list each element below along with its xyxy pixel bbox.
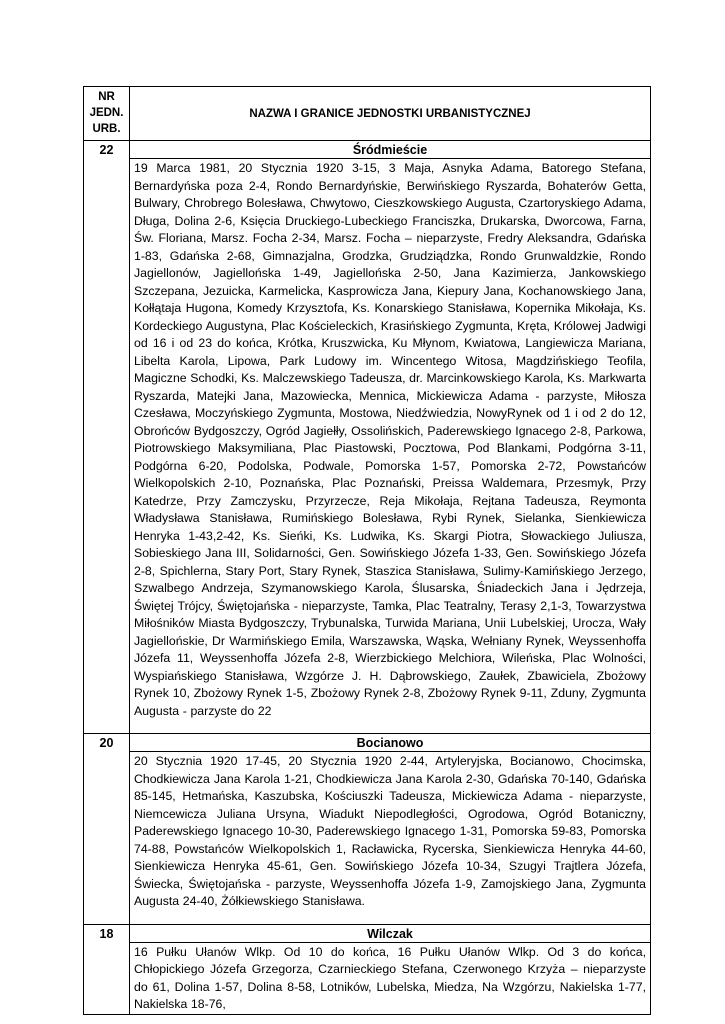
unit-number: 22 <box>84 141 130 734</box>
document-page <box>83 86 650 1011</box>
unit-bounds-row <box>84 159 651 734</box>
urban-units-table <box>83 86 651 1015</box>
table-header-row <box>84 87 651 141</box>
unit-boundaries: 20 Stycznia 1920 17-45, 20 Stycznia 1920 2-44, Artyleryjska, Bocianowo, Chocimska, Chodkiewicza Jana Karola 1-21, Chodkiewicza Jana Karola 2-30, Gdańska 70-140, Gdańska 85-145, Hetmańska, Kaszubska, Kościuszki Tadeusza, Mickiewicza Adama - nieparzyste, Niemcewicza Juliana Ursyna, Wiadukt Niepodległości, Ogrodowa, Ogród Botaniczny, Paderewskiego Ignacego 10-30, Paderewskiego Ignacego 1-31, Pomorska 59-83, Pomorska 74-88, Powstańców Wielkopolskich 1, Racławicka, Rycerska, Sienkiewicza Henryka 44-60, Sienkiewicza Henryka 45-61, Gen. Sowińskiego Józefa 10-34, Szugyi Trajtlera Józefa, Świecka, Świętojańska - parzyste, Weyssenhoffa Józefa 1-9, Zamojskiego Jana, Zygmunta Augusta 24-40, Żółkiewskiego Stanisława. <box>130 752 651 925</box>
header-unit-title: NAZWA I GRANICE JEDNOSTKI URBANISTYCZNEJ <box>130 87 651 141</box>
unit-name-row <box>84 734 651 752</box>
unit-name-row <box>84 141 651 159</box>
unit-name: Śródmieście <box>130 141 651 159</box>
unit-bounds-row <box>84 752 651 925</box>
unit-name-row <box>84 924 651 942</box>
unit-name: Bocianowo <box>130 734 651 752</box>
header-number-line: JEDN. <box>89 107 124 119</box>
header-number-line: URB. <box>92 123 121 135</box>
unit-boundaries: 19 Marca 1981, 20 Stycznia 1920 3-15, 3 Maja, Asnyka Adama, Batorego Stefana, Bernardyńska poza 2-4, Rondo Bernardyńskie, Berwińskiego Ryszarda, Bohaterów Getta, Bulwary, Chrobrego Bolesława, Chwytowo, Cieszkowskiego Augusta, Czartoryskiego Adama, Długa, Dolina 2-6, Księcia Druckiego-Lubeckiego Franciszka, Drukarska, Dworcowa, Farna, Św. Floriana, Marsz. Focha 2-34, Marsz. Focha – nieparzyste, Fredry Aleksandra, Gdańska 1-83, Gdańska 2-68, Gimnazjalna, Grodzka, Grudziądzka, Rondo Grunwaldzkie, Rondo Jagiellonów, Jagiellońska 1-49, Jagiellońska 2-50, Jana Kazimierza, Jankowskiego Szczepana, Jezuicka, Karmelicka, Kasprowicza Jana, Kiepury Jana, Kochanowskiego Jana, Kołłątaja Hugona, Komedy Krzysztofa, Ks. Konarskiego Stanisława, Kopernika Mikołaja, Ks. Kordeckiego Augustyna, Plac Kościeleckich, Krasińskiego Zygmunta, Kręta, Królowej Jadwigi od 16 i od 23 do końca, Krótka, Kruszwicka, Ku Młynom, Kwiatowa, Langiewicza Mariana, Libelta Karola, Lipowa, Park Ludowy im. Wincentego Witosa, Magdzińskiego Teofila, Magiczne Schodki, Ks. Malczewskiego Tadeusza, dr. Marcinkowskiego Karola, Ks. Markwarta Ryszarda, Matejki Jana, Mazowiecka, Mennica, Mickiewicza Adama - parzyste, Miłosza Czesława, Moczyńskiego Zygmunta, Mostowa, Niedźwiedzia, NowyRynek od 1 i od 2 do 12, Obrońców Bydgoszczy, Ogród Jagiełły, Ossolińskich, Paderewskiego Ignacego 2-8, Parkowa, Piotrowskiego Maksymiliana, Plac Piastowski, Pocztowa, Pod Blankami, Podgórna 3-11, Podgórna 6-20, Podolska, Podwale, Pomorska 1-57, Pomorska 2-72, Powstańców Wielkopolskich 2-10, Poznańska, Plac Poznański, Preissa Waldemara, Przesmyk, Przy Katedrze, Przy Zamczysku, Przyrzecze, Reja Mikołaja, Rejtana Tadeusza, Reymonta Władysława Stanisława, Rumińskiego Bolesława, Rybi Rynek, Sielanka, Sienkiewicza Henryka 1-43,2-42, Ks. Sieńki, Ks. Ludwika, Ks. Skargi Piotra, Słowackiego Juliusza, Sobieskiego Jana III, Solidarności, Gen. Sowińskiego Józefa 1-33, Gen. Sowińskiego Józefa 2-8, Spichlerna, Stary Port, Stary Rynek, Staszica Stanisława, Sulimy-Kamińskiego Jerzego, Szwalbego Andrzeja, Szymanowskiego Karola, Ślusarska, Śniadeckich Jana i Jędrzeja, Świętej Trójcy, Świętojańska - nieparzyste, Tamka, Plac Teatralny, Terasy 2,1-3, Towarzystwa Miłośników Miasta Bydgoszczy, Trybunalska, Turwida Mariana, Unii Lubelskiej, Urocza, Wały Jagiellońskie, Dr Warmińskiego Emila, Warszawska, Wąska, Wełniany Rynek, Weyssenhoffa Józefa 11, Weyssenhoffa Józefa 2-8, Wierzbickiego Melchiora, Wileńska, Plac Wolności, Wyspiańskiego Stanisława, Wzgórze J. H. Dąbrowskiego, Zaułek, Zbawiciela, Zbożowy Rynek 10, Zbożowy Rynek 1-5, Zbożowy Rynek 2-8, Zbożowy Rynek 9-11, Zduny, Zygmunta Augusta - parzyste do 22 <box>130 159 651 734</box>
unit-name: Wilczak <box>130 924 651 942</box>
header-unit-number <box>84 87 130 141</box>
unit-bounds-row <box>84 942 651 1014</box>
unit-boundaries: 16 Pułku Ułanów Wlkp. Od 10 do końca, 16 Pułku Ułanów Wlkp. Od 3 do końca, Chłopickiego Józefa Grzegorza, Czarnieckiego Stefana, Czerwonego Krzyża – nieparzyste do 61, Dolina 1-57, Dolina 8-58, Lotników, Lubelska, Miedza, Na Wzgórzu, Nakielska 1-77, Nakielska 18-76, <box>130 942 651 1014</box>
header-number-line: NR <box>98 91 115 103</box>
unit-number: 20 <box>84 734 130 925</box>
unit-number: 18 <box>84 924 130 1014</box>
